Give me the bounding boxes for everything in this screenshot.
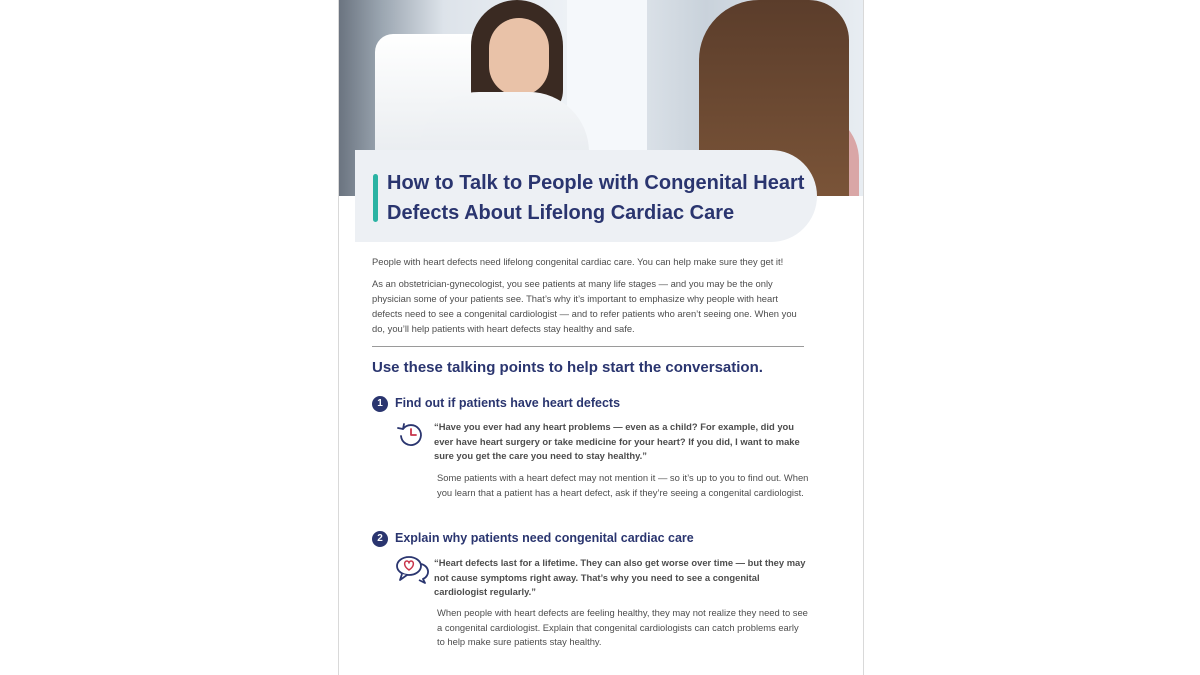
clock-history-icon: [395, 420, 429, 450]
step-quote-2: “Heart defects last for a lifetime. They can also get worse over time — but they may not cause symptoms right away. That’s why you need to see a congenital cardiologist regularly.”: [434, 557, 806, 597]
title-accent-bar: [373, 174, 378, 222]
section-heading: Use these talking points to help start the conversation.: [372, 359, 763, 376]
page-title: How to Talk to People with Congenital Heart Defects About Lifelong Cardiac Care: [387, 172, 805, 224]
step-heading-2: Explain why patients need congenital cardiac care: [395, 531, 694, 545]
step-number-1: 1: [372, 396, 388, 412]
chat-heart-icon: [395, 555, 429, 585]
step-heading-1: Find out if patients have heart defects: [395, 396, 621, 410]
title-banner: [355, 150, 817, 242]
step-body-2: When people with heart defects are feeling healthy, they may not realize they need to see a congenital cardiologist. Explain that congenital cardiologists can catch problems early to help make sure patients stay healthy.: [437, 607, 808, 647]
divider: [372, 346, 804, 347]
step-body-1: Some patients with a heart defect may not mention it — so it’s up to you to find out. When you learn that a patient has a heart defect, ask if they’re seeing a congenital cardiologist.: [437, 472, 809, 498]
step-quote-1: “Have you ever had any heart problems — even as a child? For example, did you ever have heart surgery or take medicine for your heart? If you did, I want to make sure you get the care you need to stay healthy.”: [434, 421, 800, 461]
document-page: [338, 0, 864, 675]
intro-paragraph-2: As an obstetrician-gynecologist, you see patients at many life stages — and you may be the only physician some of your patients see. That’s why it’s important to emphasize why people with heart defects need to see a congenital cardiologist — and to refer patients who aren’t seeing one. When you do, you’ll help patients with heart defects stay healthy and safe.: [372, 278, 797, 334]
step-number-2: 2: [372, 531, 388, 547]
intro-paragraph-1: People with heart defects need lifelong congenital cardiac care. You can help make sure they get it!: [372, 256, 784, 267]
